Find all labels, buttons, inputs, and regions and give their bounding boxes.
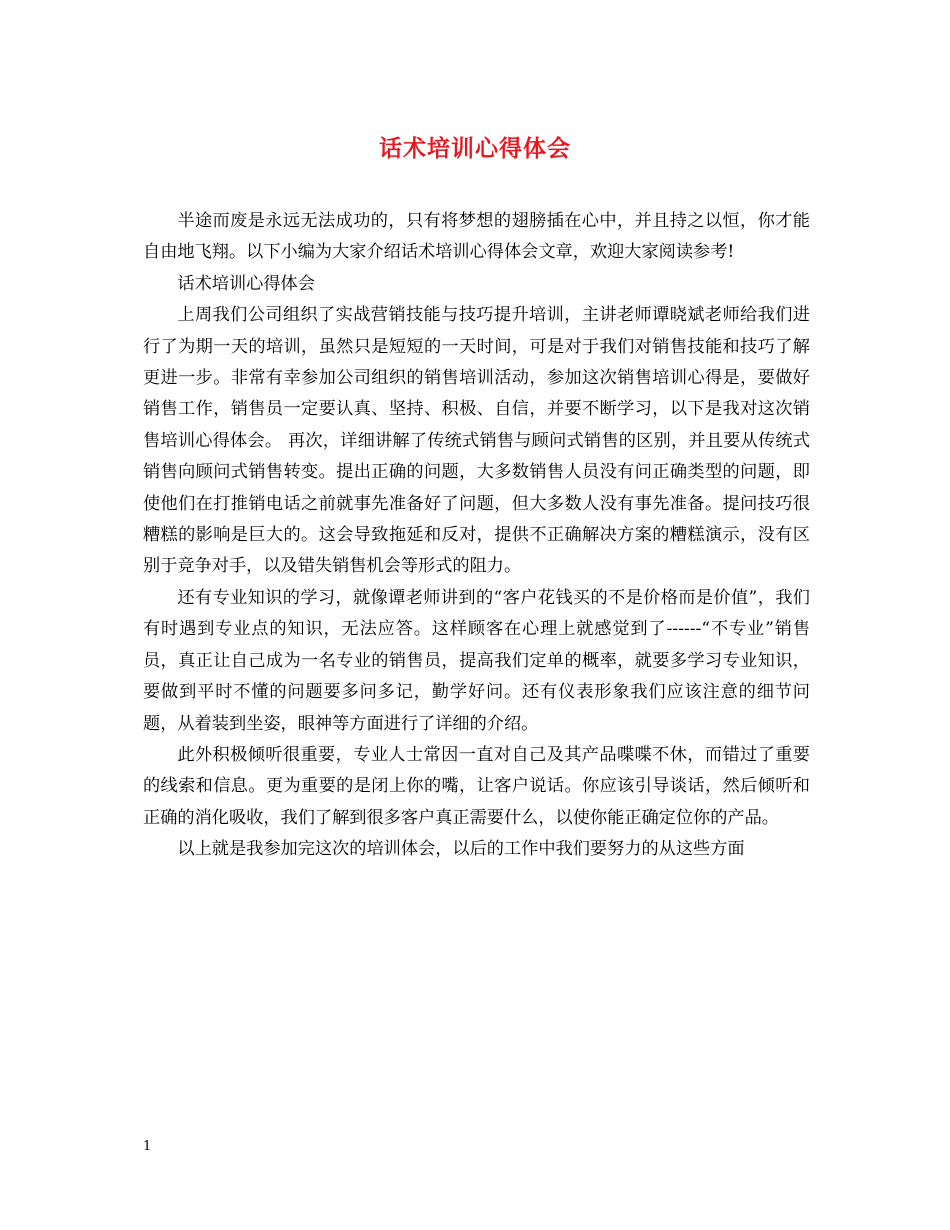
body-paragraph: 上周我们公司组织了实战营销技能与技巧提升培训，主讲老师谭晓斌老师给我们进行了为期一天的培训，虽然只是短短的一天时间，可是对于我们对销售技能和技巧了解更进一步。非常有幸参加公司组织的销售培训活动，参加这次销售培训心得是，要做好销售工作，销售员一定要认真、坚持、积极、自信，并要不断学习，以下是我对这次销售培训心得体会。 再次，详细讲解了传统式销售与顾问式销售的区别，并且要从传统式销售向顾问式销售转变。提出正确的问题，大多数销售人员没有问正确类型的问题，即使他们在打推销电话之前就事先准备好了问题，但大多数人没有事先准备。提问技巧很糟糕的影响是巨大的。这会导致拖延和反对，提供不正确解决方案的糟糕演示，没有区别于竞争对手，以及错失销售机会等形式的阻力。 (143, 305, 810, 577)
intro-paragraph: 半途而废是永远无法成功的，只有将梦想的翅膀插在心中，并且持之以恒，你才能自由地飞翔。以下小编为大家介绍话术培训心得体会文章，欢迎大家阅读参考! (143, 211, 810, 263)
document-body (143, 206, 810, 866)
body-paragraph: 此外积极倾听很重要，专业人士常因一直对自己及其产品喋喋不休，而错过了重要的线索和信息。更为重要的是闭上你的嘴，让客户说话。你应该引导谈话，然后倾听和正确的消化吸收，我们了解到很多客户真正需要什么，以使你能正确定位你的产品。 (143, 744, 810, 828)
body-paragraph: 以上就是我参加完这次的培训体会，以后的工作中我们要努力的从这些方面 (177, 839, 745, 860)
document-title: 话术培训心得体会 (379, 135, 571, 162)
body-paragraph: 还有专业知识的学习，就像谭老师讲到的“客户花钱买的不是价格而是价值”，我们有时遇到专业点的知识，无法应答。这样顾客在心理上就感觉到了------“不专业”销售员，真正让自己成为一名专业的销售员，提高我们定单的概率，就要多学习专业知识，要做到平时不懂的问题要多问多记，勤学好问。还有仪表形象我们应该注意的细节问题，从着装到坐姿，眼神等方面进行了详细的介绍。 (143, 587, 810, 734)
section-heading: 话术培训心得体会 (177, 273, 315, 294)
page-number: 1 (143, 1139, 152, 1154)
